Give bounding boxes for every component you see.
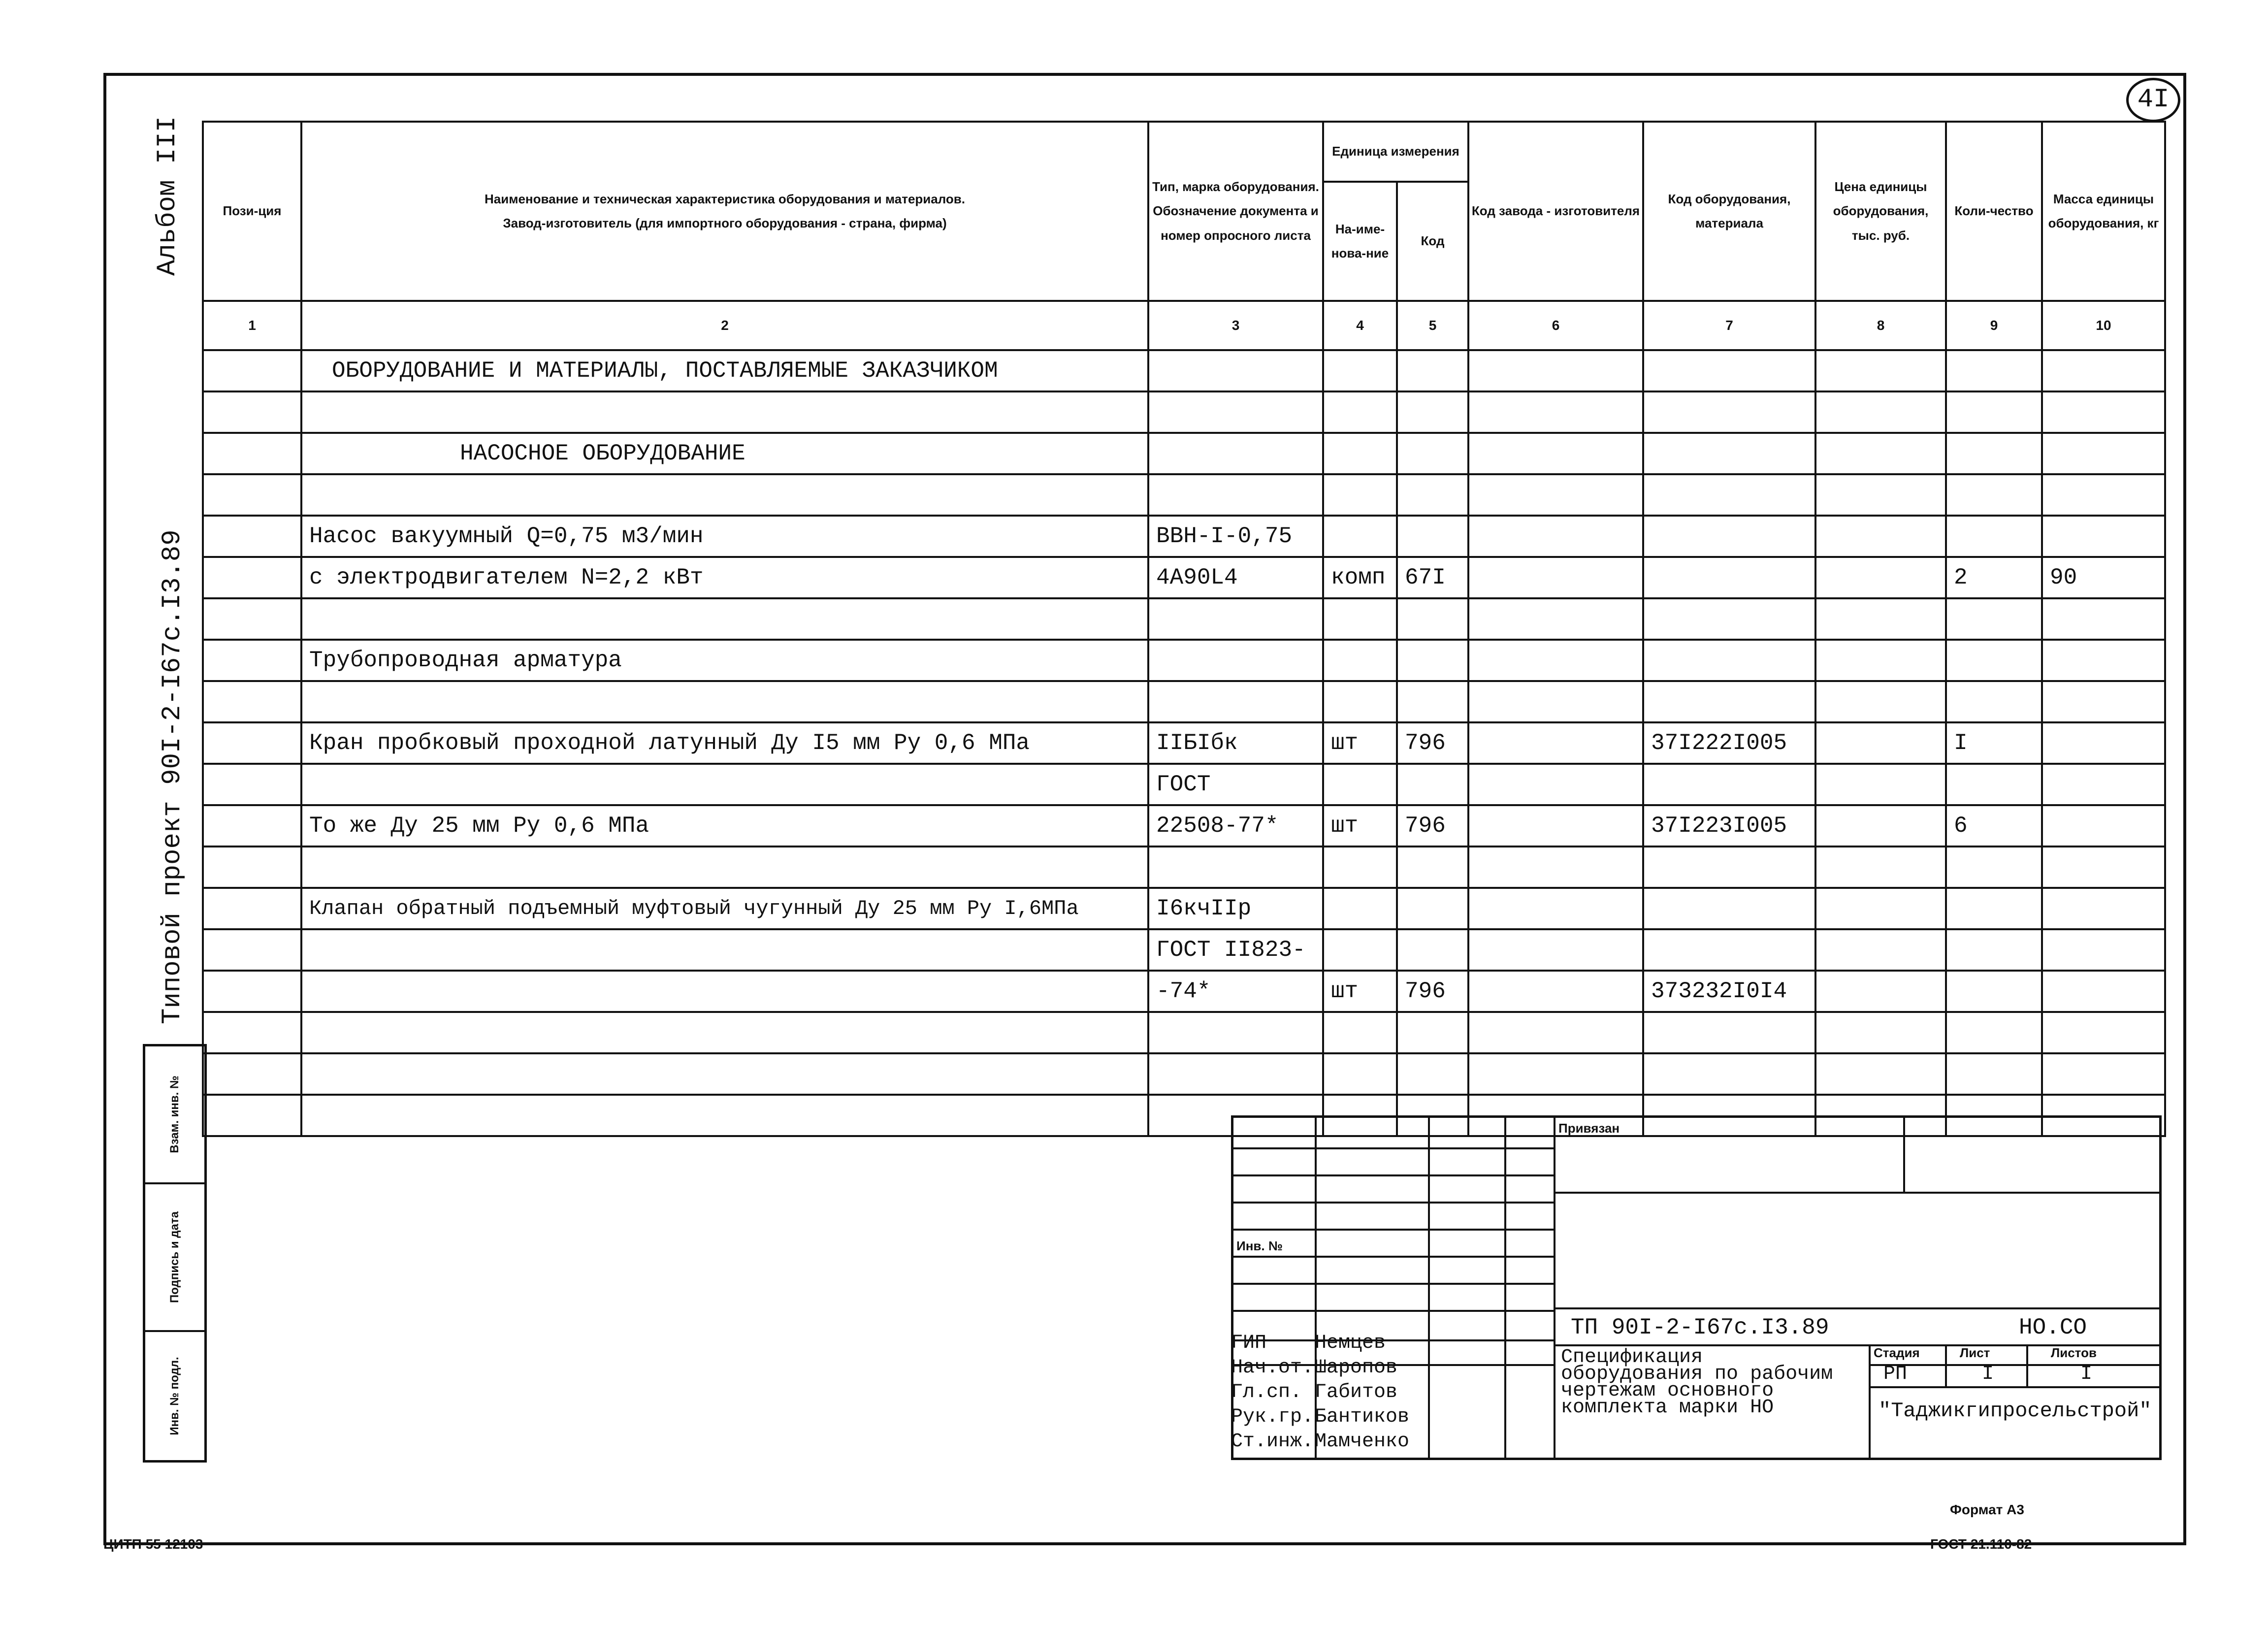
cell-pos xyxy=(203,350,301,391)
cell-code: 796 xyxy=(1397,722,1468,764)
cell-eq xyxy=(1643,640,1815,681)
table-row xyxy=(203,971,2165,1012)
cell-mass: 90 xyxy=(2042,557,2165,598)
cell-qty: 6 xyxy=(1946,805,2042,847)
cell-qty xyxy=(1946,1012,2042,1053)
signature-name: Габитов xyxy=(1315,1381,1398,1403)
cell-unit xyxy=(1323,516,1397,557)
cell-unit: шт xyxy=(1323,971,1397,1012)
cell-pos xyxy=(203,598,301,640)
cell-mfr xyxy=(1468,764,1643,805)
column-number: 5 xyxy=(1397,301,1468,350)
table-row xyxy=(203,391,2165,433)
cell-eq xyxy=(1643,1053,1815,1095)
signature-role: Гл.сп. xyxy=(1231,1381,1302,1403)
column-number: 10 xyxy=(2042,301,2165,350)
cell-mfr xyxy=(1468,474,1643,516)
signature-list xyxy=(1231,1332,1428,1455)
cell-unit xyxy=(1323,474,1397,516)
cell-qty xyxy=(1946,516,2042,557)
organization: "Таджикгипросельстрой" xyxy=(1879,1399,2152,1423)
cell-pos xyxy=(203,929,301,971)
cell-type xyxy=(1148,391,1323,433)
cell-unit xyxy=(1323,350,1397,391)
cell-type: ВВН-I-0,75 xyxy=(1148,516,1323,557)
format-label: Формат А3 xyxy=(1950,1502,2024,1517)
cell-price xyxy=(1815,350,1946,391)
cell-code: 796 xyxy=(1397,805,1468,847)
cell-price xyxy=(1815,1012,1946,1053)
cell-mfr xyxy=(1468,557,1643,598)
sheets-label: Листов xyxy=(2051,1345,2097,1360)
header-mass: Масса единицы оборудования, кг xyxy=(2042,122,2165,301)
cell-type xyxy=(1148,474,1323,516)
cell-price xyxy=(1815,433,1946,474)
inv-label: Инв. № xyxy=(1236,1238,1283,1253)
cell-qty xyxy=(1946,681,2042,722)
cell-code xyxy=(1397,433,1468,474)
cell-price xyxy=(1815,474,1946,516)
cell-price xyxy=(1815,847,1946,888)
cell-pos xyxy=(203,722,301,764)
table-row xyxy=(203,350,2165,391)
cell-mfr xyxy=(1468,929,1643,971)
sheets-value: I xyxy=(2080,1363,2093,1385)
table-row xyxy=(203,888,2165,929)
cell-mfr xyxy=(1468,1012,1643,1053)
description: Спецификация оборудования по рабочим чертежам основного комплекта марки НО xyxy=(1561,1346,1833,1419)
cell-qty xyxy=(1946,929,2042,971)
stage-value: РП xyxy=(1883,1363,1908,1385)
column-number-row xyxy=(203,301,2165,350)
table-row xyxy=(203,847,2165,888)
cell-eq xyxy=(1643,847,1815,888)
cell-eq xyxy=(1643,764,1815,805)
table-row xyxy=(203,805,2165,847)
signature-name: Шаропов xyxy=(1315,1357,1398,1379)
table-row xyxy=(203,722,2165,764)
cell-pos xyxy=(203,888,301,929)
cell-mfr xyxy=(1468,805,1643,847)
cell-type xyxy=(1148,681,1323,722)
cell-pos xyxy=(203,391,301,433)
header-unit-code: Код xyxy=(1397,182,1468,301)
cell-pos xyxy=(203,640,301,681)
cell-eq xyxy=(1643,888,1815,929)
cell-eq xyxy=(1643,350,1815,391)
signature-role: Ст.инж. xyxy=(1231,1431,1314,1453)
cell-unit: шт xyxy=(1323,722,1397,764)
cell-price xyxy=(1815,598,1946,640)
cell-name xyxy=(301,764,1148,805)
cell-mass xyxy=(2042,433,2165,474)
cell-pos xyxy=(203,847,301,888)
stamp-label: Взам. инв. № xyxy=(168,1075,181,1153)
cell-code xyxy=(1397,929,1468,971)
sheet-value: I xyxy=(1982,1363,1994,1385)
cell-eq xyxy=(1643,474,1815,516)
cell-price xyxy=(1815,805,1946,847)
cell-mfr xyxy=(1468,847,1643,888)
cell-code xyxy=(1397,681,1468,722)
cell-eq: 37I222I005 xyxy=(1643,722,1815,764)
header-name xyxy=(301,122,1148,301)
cell-type: 22508-77* xyxy=(1148,805,1323,847)
cell-unit xyxy=(1323,1053,1397,1095)
table-header-row xyxy=(203,122,2165,182)
cell-name xyxy=(301,929,1148,971)
cell-code: 67I xyxy=(1397,557,1468,598)
signature-role: Рук.гр. xyxy=(1231,1406,1314,1428)
cell-pos xyxy=(203,805,301,847)
cell-price xyxy=(1815,516,1946,557)
cell-name xyxy=(301,971,1148,1012)
project-label: Типовой проект 90I-2-I67с.I3.89 xyxy=(158,529,188,1024)
cell-qty xyxy=(1946,847,2042,888)
cell-code xyxy=(1397,391,1468,433)
cell-name: с электродвигателем N=2,2 кВт xyxy=(301,557,1148,598)
cell-qty xyxy=(1946,971,2042,1012)
cell-code xyxy=(1397,847,1468,888)
header-manufacturer-code: Код завода - изготовителя xyxy=(1468,122,1643,301)
signature-row xyxy=(1231,1332,1428,1357)
cell-code xyxy=(1397,640,1468,681)
cell-eq xyxy=(1643,433,1815,474)
gost-label: ГОСТ 21.110-82 xyxy=(1930,1536,2032,1552)
cell-name xyxy=(301,391,1148,433)
column-number: 8 xyxy=(1815,301,1946,350)
cell-name xyxy=(301,681,1148,722)
cell-mass xyxy=(2042,764,2165,805)
cell-price xyxy=(1815,929,1946,971)
cell-code xyxy=(1397,888,1468,929)
cell-mfr xyxy=(1468,1053,1643,1095)
cell-type: ГОСТ xyxy=(1148,764,1323,805)
cell-qty xyxy=(1946,474,2042,516)
cell-unit xyxy=(1323,847,1397,888)
table-row xyxy=(203,598,2165,640)
cell-name xyxy=(301,1053,1148,1095)
cell-qty: 2 xyxy=(1946,557,2042,598)
cell-unit xyxy=(1323,888,1397,929)
cell-code xyxy=(1397,350,1468,391)
cell-mass xyxy=(2042,516,2165,557)
cell-mass xyxy=(2042,1053,2165,1095)
header-price: Цена единицы оборудования, тыс. руб. xyxy=(1815,122,1946,301)
table-row xyxy=(203,764,2165,805)
cell-price xyxy=(1815,391,1946,433)
column-number: 6 xyxy=(1468,301,1643,350)
cell-qty: I xyxy=(1946,722,2042,764)
cell-unit: шт xyxy=(1323,805,1397,847)
cell-mfr xyxy=(1468,391,1643,433)
table-row xyxy=(203,557,2165,598)
cell-price xyxy=(1815,722,1946,764)
header-position: Пози-ция xyxy=(203,122,301,301)
cell-mass xyxy=(2042,350,2165,391)
cell-mfr xyxy=(1468,722,1643,764)
cell-mass xyxy=(2042,929,2165,971)
cell-unit xyxy=(1323,764,1397,805)
cell-type: -74* xyxy=(1148,971,1323,1012)
cell-unit xyxy=(1323,1012,1397,1053)
cell-type: 4А90L4 xyxy=(1148,557,1323,598)
specification-table xyxy=(202,121,2166,1137)
cell-price xyxy=(1815,640,1946,681)
cell-code xyxy=(1397,516,1468,557)
cell-mfr xyxy=(1468,516,1643,557)
stamp-label: Подпись и дата xyxy=(168,1211,181,1303)
cell-pos xyxy=(203,474,301,516)
cell-code: 796 xyxy=(1397,971,1468,1012)
cell-type xyxy=(1148,598,1323,640)
cell-mass xyxy=(2042,598,2165,640)
cell-mass xyxy=(2042,805,2165,847)
table-row xyxy=(203,929,2165,971)
cell-price xyxy=(1815,764,1946,805)
cell-name xyxy=(301,847,1148,888)
header-type: Тип, марка оборудования. Обозначение документа и номер опросного листа xyxy=(1148,122,1323,301)
cell-eq xyxy=(1643,516,1815,557)
cell-qty xyxy=(1946,433,2042,474)
cell-qty xyxy=(1946,350,2042,391)
table-row xyxy=(203,516,2165,557)
column-number: 4 xyxy=(1323,301,1397,350)
signature-row xyxy=(1231,1431,1428,1455)
cell-name xyxy=(301,598,1148,640)
cell-type: IIБIбк xyxy=(1148,722,1323,764)
signature-row xyxy=(1231,1357,1428,1381)
cell-pos xyxy=(203,433,301,474)
cell-name: Клапан обратный подъемный муфтовый чугунный Ду 25 мм Ру I,6МПа xyxy=(301,888,1148,929)
header-name-line1: Наименование и техническая характеристика оборудования и материалов. xyxy=(484,191,965,206)
signature-name: Бантиков xyxy=(1315,1406,1410,1428)
cell-code xyxy=(1397,598,1468,640)
cell-mfr xyxy=(1468,888,1643,929)
cell-pos xyxy=(203,1095,301,1136)
sheet-number: 4I xyxy=(2126,78,2180,122)
cell-mass xyxy=(2042,888,2165,929)
signature-row xyxy=(1231,1406,1428,1431)
designation: ТП 90I-2-I67с.I3.89 xyxy=(1571,1315,1829,1340)
table-row xyxy=(203,1012,2165,1053)
stamp-label: Инв. № подл. xyxy=(168,1357,181,1435)
cell-eq: 373232I0I4 xyxy=(1643,971,1815,1012)
cell-type xyxy=(1148,433,1323,474)
cell-mfr xyxy=(1468,350,1643,391)
cell-mass xyxy=(2042,847,2165,888)
cell-eq xyxy=(1643,681,1815,722)
cell-eq xyxy=(1643,598,1815,640)
column-number: 9 xyxy=(1946,301,2042,350)
column-number: 2 xyxy=(301,301,1148,350)
side-stamps xyxy=(143,1044,207,1463)
table-row xyxy=(203,433,2165,474)
cell-code xyxy=(1397,1012,1468,1053)
cell-name xyxy=(301,474,1148,516)
header-name-line2: Завод-изготовитель (для импортного оборудования - страна, фирма) xyxy=(503,216,947,230)
cell-mfr xyxy=(1468,433,1643,474)
cell-pos xyxy=(203,681,301,722)
cell-type xyxy=(1148,350,1323,391)
cell-pos xyxy=(203,1012,301,1053)
cell-qty xyxy=(1946,640,2042,681)
cell-name: ОБОРУДОВАНИЕ И МАТЕРИАЛЫ, ПОСТАВЛЯЕМЫЕ ЗАКАЗЧИКОМ xyxy=(301,350,1148,391)
cell-type xyxy=(1148,640,1323,681)
cell-price xyxy=(1815,888,1946,929)
cell-name: НАСОСНОЕ ОБОРУДОВАНИЕ xyxy=(301,433,1148,474)
signature-role: Нач.от. xyxy=(1231,1357,1314,1379)
cell-mass xyxy=(2042,1012,2165,1053)
cell-pos xyxy=(203,971,301,1012)
cell-eq xyxy=(1643,929,1815,971)
cell-eq: 37I223I005 xyxy=(1643,805,1815,847)
cell-qty xyxy=(1946,1053,2042,1095)
cell-price xyxy=(1815,557,1946,598)
cell-price xyxy=(1815,681,1946,722)
cell-qty xyxy=(1946,764,2042,805)
cell-mass xyxy=(2042,971,2165,1012)
table-row xyxy=(203,474,2165,516)
column-number: 3 xyxy=(1148,301,1323,350)
cell-code xyxy=(1397,764,1468,805)
cell-pos xyxy=(203,557,301,598)
cell-code xyxy=(1397,1053,1468,1095)
cell-price xyxy=(1815,1053,1946,1095)
table-row xyxy=(203,640,2165,681)
table-row xyxy=(203,1053,2165,1095)
cell-name xyxy=(301,1095,1148,1136)
cell-eq xyxy=(1643,391,1815,433)
cell-unit xyxy=(1323,433,1397,474)
header-quantity: Коли-чество xyxy=(1946,122,2042,301)
column-number: 7 xyxy=(1643,301,1815,350)
cell-name: Трубопроводная арматура xyxy=(301,640,1148,681)
header-equipment-code: Код оборудования, материала xyxy=(1643,122,1815,301)
signature-name: Немцев xyxy=(1315,1332,1386,1354)
cell-name: Насос вакуумный Q=0,75 м3/мин xyxy=(301,516,1148,557)
signature-role: ГИП xyxy=(1231,1332,1267,1354)
table-row xyxy=(203,681,2165,722)
album-label: Альбом III xyxy=(153,116,183,276)
header-unit-group: Единица измерения xyxy=(1323,122,1468,182)
column-number: 1 xyxy=(203,301,301,350)
signature-row xyxy=(1231,1381,1428,1406)
header-unit-name: На-име-нова-ние xyxy=(1323,182,1397,301)
cell-pos xyxy=(203,764,301,805)
cell-unit: комп xyxy=(1323,557,1397,598)
stage-label: Стадия xyxy=(1874,1345,1920,1360)
cell-qty xyxy=(1946,391,2042,433)
cell-name: Кран пробковый проходной латунный Ду I5 мм Ру 0,6 МПа xyxy=(301,722,1148,764)
cell-unit xyxy=(1323,598,1397,640)
print-mark: ЦИТП 55 12103 xyxy=(103,1536,203,1552)
cell-type xyxy=(1148,847,1323,888)
cell-type: I6кчIIр xyxy=(1148,888,1323,929)
cell-eq xyxy=(1643,1012,1815,1053)
cell-price xyxy=(1815,971,1946,1012)
cell-qty xyxy=(1946,598,2042,640)
cell-mass xyxy=(2042,474,2165,516)
cell-mass xyxy=(2042,640,2165,681)
cell-qty xyxy=(1946,888,2042,929)
cell-mass xyxy=(2042,681,2165,722)
cell-code xyxy=(1397,474,1468,516)
cell-type xyxy=(1148,1012,1323,1053)
cell-unit xyxy=(1323,929,1397,971)
cell-unit xyxy=(1323,681,1397,722)
cell-eq xyxy=(1643,557,1815,598)
bound-label: Привязан xyxy=(1558,1121,1620,1136)
cell-mfr xyxy=(1468,598,1643,640)
cell-mass xyxy=(2042,391,2165,433)
cell-type: ГОСТ II823- xyxy=(1148,929,1323,971)
sheet-label: Лист xyxy=(1960,1345,1990,1360)
cell-name: То же Ду 25 мм Ру 0,6 МПа xyxy=(301,805,1148,847)
table-body xyxy=(203,350,2165,1136)
cell-unit xyxy=(1323,640,1397,681)
cell-pos xyxy=(203,516,301,557)
cell-mfr xyxy=(1468,681,1643,722)
cell-pos xyxy=(203,1053,301,1095)
signature-name: Мамченко xyxy=(1315,1431,1410,1453)
cell-mfr xyxy=(1468,640,1643,681)
cell-type xyxy=(1148,1053,1323,1095)
cell-name xyxy=(301,1012,1148,1053)
sheet-code: НО.СО xyxy=(2019,1315,2087,1340)
cell-mfr xyxy=(1468,971,1643,1012)
cell-unit xyxy=(1323,391,1397,433)
cell-mass xyxy=(2042,722,2165,764)
